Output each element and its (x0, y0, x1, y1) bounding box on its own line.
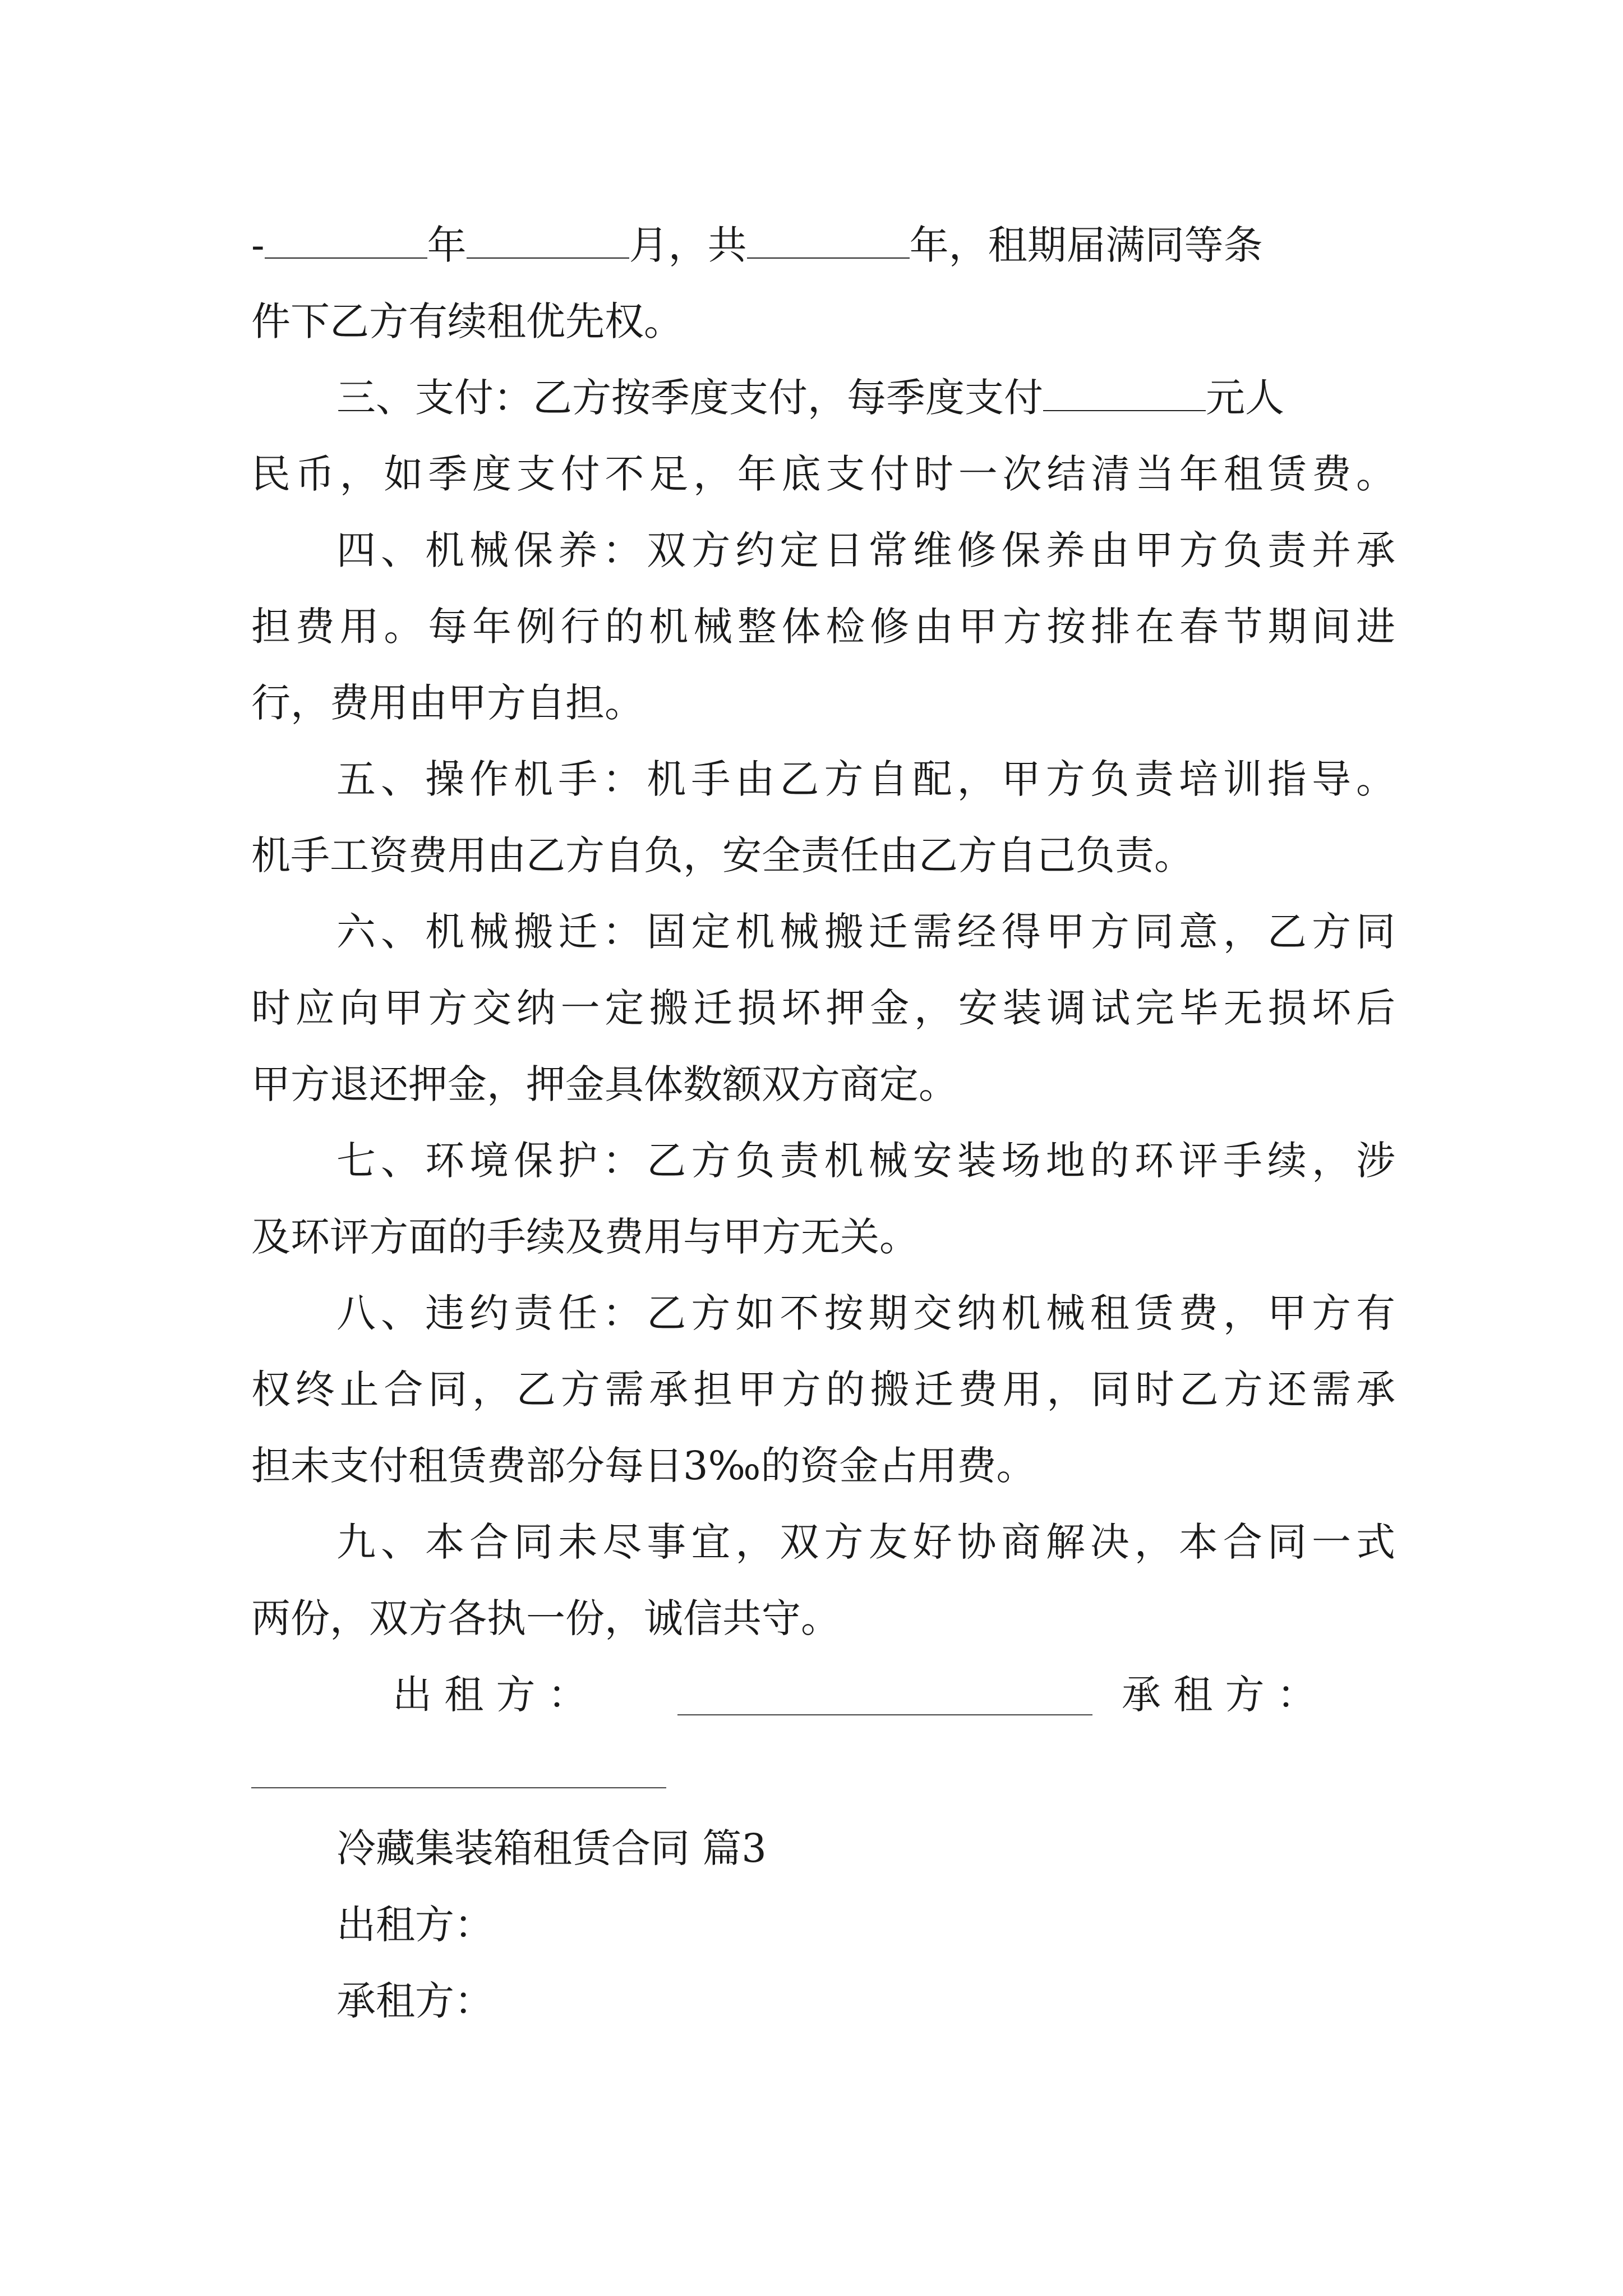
paragraph-line: 两份，双方各执一份，诚信共守。 (251, 1595, 840, 1641)
paragraph-line: 机手工资费用由乙方自负，安全责任由乙方自己负责。 (251, 832, 1193, 878)
paragraph-line: 时应向甲方交纳一定搬迁损坏押金，安装调试完毕无损坏后 (251, 985, 1395, 1031)
paragraph-line: 行，费用由甲方自担。 (251, 680, 644, 726)
relocation-clause-line: 六、机械搬迁：固定机械搬迁需经得甲方同意，乙方同 (336, 909, 1395, 955)
lessee-sign-line (251, 1787, 666, 1788)
payment-amount-blank (1043, 376, 1206, 411)
liability-clause-line: 八、违约责任：乙方如不按期交纳机械租赁费，甲方有 (336, 1290, 1395, 1336)
paragraph-line: 件下乙方有续租优先权。 (251, 298, 683, 344)
paragraph-line: 担未支付租赁费部分每日3‰的资金占用费。 (251, 1443, 1036, 1489)
lease-term-line (251, 220, 1395, 270)
payment-text: 三、支付：乙方按季度支付，每季度支付 (336, 375, 1043, 421)
paragraph-line: 担费用。每年例行的机械整体检修由甲方按排在春节期间进 (251, 604, 1395, 650)
environment-clause-line: 七、环境保护：乙方负责机械安装场地的环评手续，涉 (336, 1138, 1395, 1184)
year-blank (265, 224, 427, 259)
misc-clause-line: 九、本合同未尽事宜，双方友好协商解决，本合同一式 (336, 1519, 1395, 1565)
lessee-sign-label: 承 租 方 ： (1122, 1672, 1316, 1718)
paragraph-line: 及环评方面的手续及费用与甲方无关。 (251, 1214, 919, 1260)
payment-clause-line (336, 372, 1395, 423)
year-label: 年 (427, 222, 467, 268)
operator-clause-line: 五、操作机手：机手由乙方自配，甲方负责培训指导。 (336, 756, 1395, 802)
total-years-blank (747, 224, 910, 259)
maintenance-clause-line: 四、机械保养：双方约定日常维修保养由甲方负责并承 (336, 527, 1395, 573)
dash-text: - (251, 222, 265, 268)
lessor-label: 出租方： (336, 1902, 494, 1948)
month-blank (467, 224, 629, 259)
currency-text: 元人 (1206, 375, 1284, 421)
lessor-sign-line (677, 1714, 1092, 1715)
renewal-clause-text: 年，租期届满同等条 (909, 222, 1263, 268)
paragraph-line: 民币，如季度支付不足，年底支付时一次结清当年租赁费。 (251, 451, 1395, 497)
paragraph-line: 权终止合同，乙方需承担甲方的搬迁费用，同时乙方还需承 (251, 1366, 1395, 1412)
paragraph-line: 甲方退还押金，押金具体数额双方商定。 (251, 1061, 958, 1107)
section-title: 冷藏集装箱租赁合同 篇3 (336, 1825, 767, 1871)
lessee-label: 承租方： (336, 1978, 494, 2024)
month-total-label: 月，共 (629, 222, 747, 268)
lessor-sign-label: 出 租 方 ： (393, 1672, 587, 1718)
